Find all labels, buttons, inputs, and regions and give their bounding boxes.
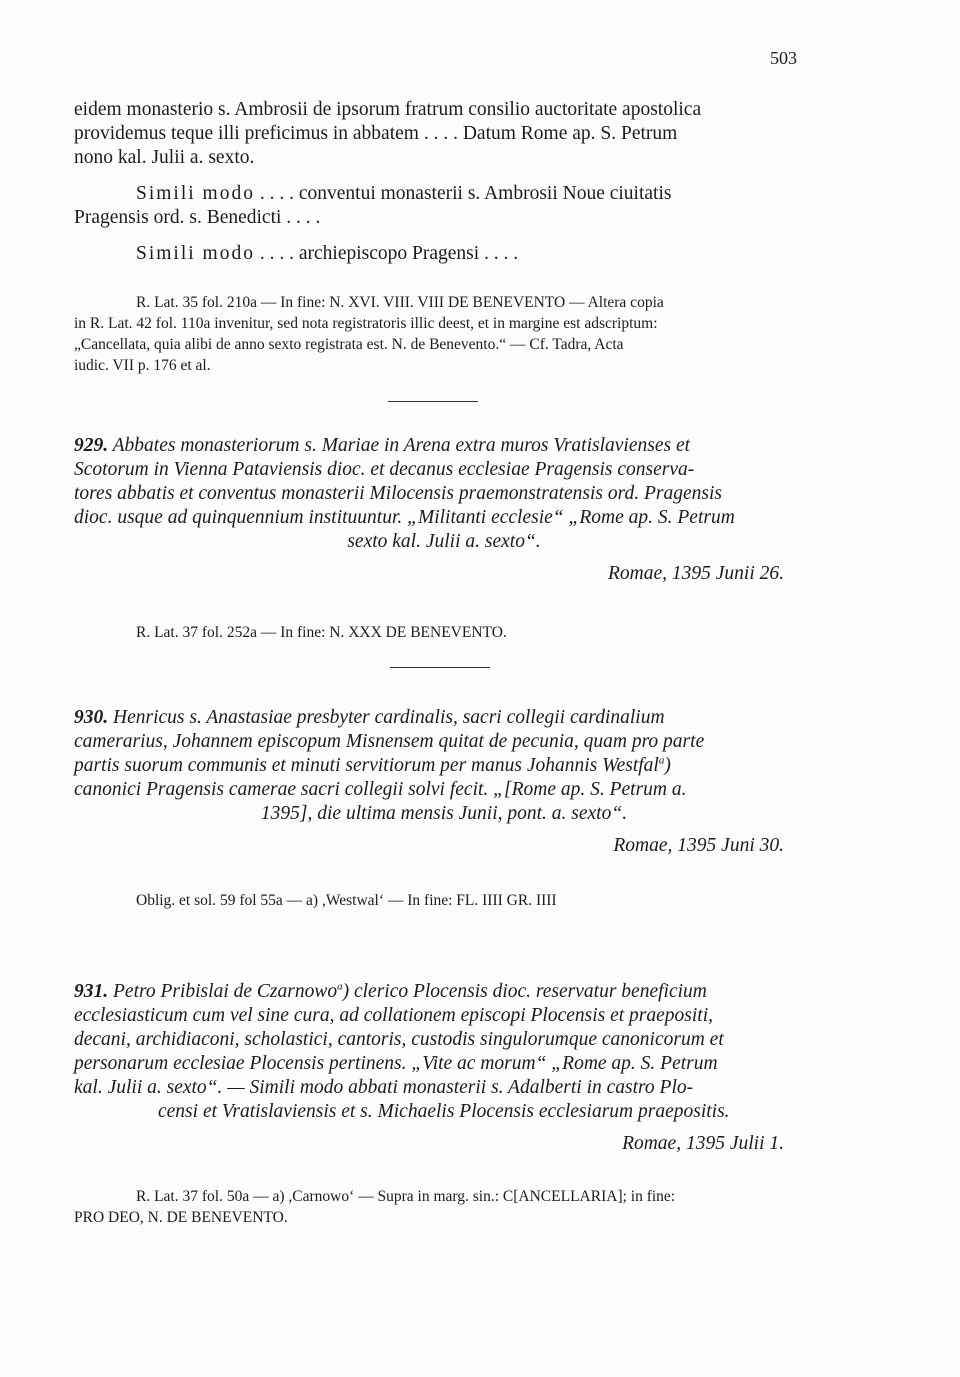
- footnote-marker: a: [337, 980, 343, 993]
- page-number: 503: [770, 48, 797, 68]
- entry-line: sexto kal. Julii a. sexto“.: [347, 531, 541, 552]
- entry-931-note: [74, 1186, 814, 1228]
- entry-929: [74, 434, 814, 586]
- entry-line: [74, 980, 814, 1004]
- text: . . . . archiepiscopo Pragensi . . . .: [254, 243, 519, 264]
- note-line: R. Lat. 37 fol. 252a — In fine: N. XXX DE BENEVENTO.: [136, 624, 507, 641]
- note-line: R. Lat. 35 fol. 210a — In fine: N. XVI. VIII. VIII DE BENEVENTO — Altera copia: [136, 294, 664, 311]
- note-line: PRO DEO, N. DE BENEVENTO.: [74, 1209, 288, 1226]
- text: Abbates monasteriorum s. Mariae in Arena extra muros Vratislavienses et: [108, 435, 691, 456]
- footnote-marker: a: [658, 754, 665, 767]
- entry-line: personarum ecclesiae Plocensis pertinens. „Vite ac morum“ „Rome ap. S. Petrum: [74, 1053, 718, 1074]
- entry-line: ecclesiasticum cum vel sine cura, ad collationem episcopi Plocensis et praepositi,: [74, 1005, 714, 1026]
- entry-number: 931.: [74, 981, 109, 1002]
- entry-line: [74, 434, 814, 458]
- note-line: R. Lat. 37 fol. 50a — a) ,Carnowo‘ — Supra in marg. sin.: C[ANCELLARIA]; in fine:: [136, 1188, 676, 1205]
- top-text-block: [74, 98, 814, 266]
- spaced-text: Simili modo: [136, 243, 255, 264]
- text: ): [664, 755, 671, 776]
- entry-930: [74, 706, 814, 858]
- note-line: „Cancellata, quia alibi de anno sexto registrata est. N. de Benevento.“ — Cf. Tadra, Acta: [74, 336, 624, 353]
- separator-rule: [390, 667, 490, 668]
- entry-line: Scotorum in Vienna Pataviensis dioc. et decanus ecclesiae Pragensis conserva-: [74, 459, 695, 480]
- entry-line: tores abbatis et conventus monasterii Milocensis praemonstratensis ord. Pragensis: [74, 483, 722, 504]
- text: Henricus s. Anastasiae presbyter cardinalis, sacri collegii cardinalium: [108, 707, 665, 728]
- entry-date: Romae, 1395 Juni 30.: [613, 835, 784, 856]
- entry-line: dioc. usque ad quinquennium instituuntur. „Militanti ecclesie“ „Rome ap. S. Petrum: [74, 507, 735, 528]
- text-line: Pragensis ord. s. Benedicti . . . .: [74, 207, 321, 228]
- text-line: nono kal. Julii a. sexto.: [74, 147, 255, 168]
- entry-date: Romae, 1395 Julii 1.: [622, 1133, 784, 1154]
- entry-line: decani, archidiaconi, scholastici, cantoris, custodis singulorumque canonicorum et: [74, 1029, 724, 1050]
- entry-930-note: [74, 890, 814, 911]
- text: . . . . conventui monasterii s. Ambrosii Noue ciuitatis: [254, 183, 672, 204]
- entry-line: camerarius, Johannem episcopum Misnensem quitat de pecunia, quam pro parte: [74, 731, 705, 752]
- simili-paragraph: [74, 242, 814, 266]
- spaced-text: Simili modo: [136, 183, 255, 204]
- entry-931: [74, 980, 814, 1156]
- text: partis suorum communis et minuti servitiorum per manus Johannis Westfal: [74, 755, 659, 776]
- entry-number: 929.: [74, 435, 109, 456]
- entry-929-note: [74, 622, 814, 643]
- entry-number: 930.: [74, 707, 109, 728]
- entry-line: [74, 754, 814, 778]
- footnote-block: [74, 292, 814, 376]
- note-line: iudic. VII p. 176 et al.: [74, 357, 211, 374]
- separator-rule: [388, 401, 478, 402]
- entry-line: 1395], die ultima mensis Junii, pont. a. sexto“.: [260, 803, 628, 824]
- text: ) clerico Plocensis dioc. reservatur beneficium: [342, 981, 707, 1002]
- entry-line: censi et Vratislaviensis et s. Michaelis Plocensis ecclesiarum praepositis.: [158, 1101, 730, 1122]
- text-line: eidem monasterio s. Ambrosii de ipsorum fratrum consilio auctoritate apostolica: [74, 99, 702, 120]
- entry-line: kal. Julii a. sexto“. — Simili modo abbati monasterii s. Adalberti in castro Plo-: [74, 1077, 694, 1098]
- entry-line: [74, 706, 814, 730]
- text-line: providemus teque illi preficimus in abbatem . . . . Datum Rome ap. S. Petrum: [74, 123, 678, 144]
- note-line: in R. Lat. 42 fol. 110a invenitur, sed nota registratoris illic deest, et in margine est adscriptum:: [74, 315, 658, 332]
- simili-paragraph: [74, 182, 814, 206]
- entry-line: canonici Pragensis camerae sacri collegii solvi fecit. „[Rome ap. S. Petrum a.: [74, 779, 687, 800]
- note-line: Oblig. et sol. 59 fol 55a — a) ,Westwal‘ — In fine: FL. IIII GR. IIII: [136, 892, 557, 909]
- entry-date: Romae, 1395 Junii 26.: [607, 563, 784, 584]
- text: Petro Pribislai de Czarnowo: [108, 981, 338, 1002]
